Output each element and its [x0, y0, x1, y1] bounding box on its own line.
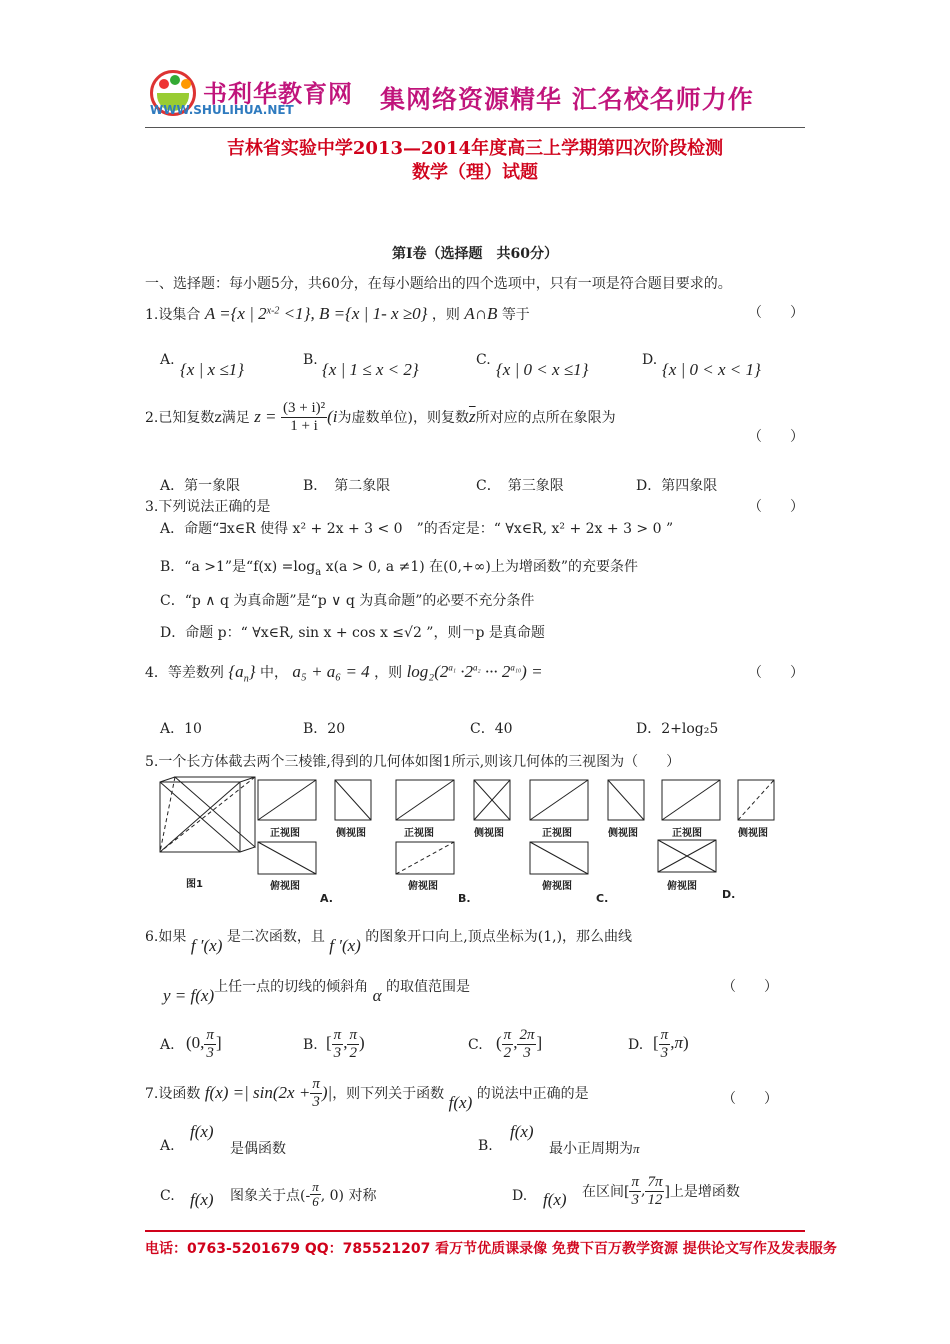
- q4-stem: 4．等差数列 $\{a_n\}$ 中， a₅ + a₆ = 4 ，则 $\log_2(2^{a_1} \cdot 2^{a_2}$ ··· $2^{a_{10}}$) =: [145, 662, 543, 685]
- q3-stem: 3.下列说法正确的是: [145, 499, 271, 515]
- q2-option-b: B． 第二象限: [303, 478, 391, 494]
- b-front-label: 正视图: [404, 828, 434, 839]
- q6-option-b-value: [ $\frac{\pi}{3}$ , $\frac{\pi}{2}$ ): [326, 1027, 365, 1061]
- figure-1-cuboid: [160, 777, 255, 852]
- logo-text: 书利华教育网: [203, 80, 353, 108]
- c-side-label: 侧视图: [608, 828, 638, 839]
- q5-stem: 5.一个长方体截去两个三棱锥,得到的几何体如图1所示,则该几何体的三视图为（ ）: [145, 754, 681, 770]
- q6-option-c: C.: [468, 1037, 483, 1053]
- q6-answer-paren[interactable]: （ ）: [722, 979, 778, 995]
- q6-stem-line1: 6.如果 f ′(x) 是二次函数，且 f ′(x) 的图象开口向上,顶点坐标为(1,)，那么曲线: [145, 929, 633, 955]
- b-side-label: 侧视图: [474, 828, 504, 839]
- section-instruction: 一、选择题：每小题5分，共60分，在每小题给出的四个选项中，只有一项是符合题目要求的。: [145, 276, 732, 292]
- header-slogan: 集网络资源精华 汇名校名师力作: [380, 85, 754, 114]
- exam-subtitle: 数学（理）试题: [412, 162, 538, 183]
- a-side-label: 侧视图: [336, 828, 366, 839]
- q1-option-c-value: {x | 0 < x ≤1}: [496, 360, 589, 379]
- q3-option-d: D．命题 p：“ ∀x∈R, sin x + cos x ≤√2 ”，则￢p 是真命题: [160, 625, 545, 641]
- q7-option-c-text: 图象关于点(- $\frac{\pi}{6}$ , 0) 对称: [230, 1179, 377, 1210]
- q7-option-d-label: D.: [512, 1188, 528, 1204]
- d-front-label: 正视图: [672, 828, 702, 839]
- q1-option-c: C.: [476, 352, 491, 368]
- q7-option-b-text: 最小正周期为π: [549, 1141, 640, 1157]
- q5-option-a: A.: [320, 892, 333, 905]
- figure-1-label: 图1: [186, 879, 203, 890]
- q7-option-c-label: C.: [160, 1188, 175, 1204]
- q5-option-c: C.: [596, 892, 609, 905]
- q3-option-c: C．“p ∧ q 为真命题”是“p ∨ q 为真命题”的必要不充分条件: [160, 593, 535, 609]
- q7-option-a: f(x): [190, 1122, 214, 1141]
- q4-answer-paren[interactable]: （ ）: [748, 665, 804, 681]
- q2-option-c: C． 第三象限: [476, 478, 564, 494]
- q6-option-a-value: (0, $\frac{\pi}{3}$ ]: [186, 1027, 222, 1061]
- footer-contact: 电话：0763-5201679 QQ：785521207 看万节优质课录像 免费下百万教学资源 提供论文写作及发表服务: [145, 1241, 837, 1257]
- q2-option-d: D．第四象限: [636, 478, 718, 494]
- q1-option-d-value: {x | 0 < x < 1}: [662, 360, 761, 379]
- a-front-label: 正视图: [270, 828, 300, 839]
- q6-option-c-value: ( $\frac{\pi}{2}$ , $\frac{2\pi}{3}$ ]: [496, 1027, 543, 1061]
- q6-option-a: A.: [160, 1037, 175, 1053]
- q6-option-b: B.: [303, 1037, 318, 1053]
- section-heading: 第Ⅰ卷（选择题 共60分）: [391, 246, 559, 262]
- q7-option-b: f(x): [510, 1122, 534, 1141]
- d-side-label: 侧视图: [738, 828, 768, 839]
- q7-option-c: f(x): [190, 1190, 214, 1209]
- q4-option-d: D．2+log₂5: [636, 721, 719, 737]
- q6-option-d-value: [ $\frac{\pi}{3}$ ,π): [653, 1027, 689, 1061]
- q5-option-d: D.: [722, 888, 736, 901]
- footer-divider: [145, 1230, 805, 1232]
- q5-figures: [140, 772, 810, 912]
- q7-stem: 7.设函数 f(x) =| sin(2x + $\frac{\pi}{3}$ )|，则下列关于函数 f(x) 的说法中正确的是: [145, 1076, 589, 1112]
- q1-option-b: B.: [303, 352, 318, 368]
- q6-option-d: D.: [628, 1037, 644, 1053]
- q7-option-a-label: A.: [160, 1138, 175, 1154]
- a-top-label: 俯视图: [270, 881, 300, 892]
- q7-option-d-text: 在区间[ $\frac{\pi}{3}$ , $\frac{7\pi}{12}$ ]上是增函数: [582, 1174, 740, 1208]
- q1-option-a: A.: [160, 352, 175, 368]
- c-front-label: 正视图: [542, 828, 572, 839]
- q5-option-b: B.: [458, 892, 471, 905]
- d-top-label: 俯视图: [667, 881, 697, 892]
- q7-option-d: f(x): [543, 1190, 567, 1209]
- q1-option-a-value: {x | x ≤1}: [180, 360, 244, 379]
- q7-option-a-text: 是偶函数: [230, 1141, 286, 1157]
- q3-option-a: A．命题“∃x∈R 使得 x² + 2x + 3 < 0 ”的否定是：“ ∀x∈R, x² + 2x + 3 > 0 ”: [160, 521, 674, 537]
- q2-stem: 2.已知复数z满足 z = $\frac{\text{(3 + i)²}}{1 + i}$ (i为虚数单位)，则复数$\overline{z}$所对应的点所在象限为: [145, 400, 616, 434]
- q4-option-a: A．10: [160, 721, 202, 737]
- q2-option-a: A．第一象限: [160, 478, 241, 494]
- exam-title: 吉林省实验中学2013—2014年度高三上学期第四次阶段检测: [226, 138, 724, 159]
- q2-answer-paren[interactable]: （ ）: [748, 429, 804, 445]
- header-divider: [145, 127, 805, 128]
- q1-option-d: D.: [642, 352, 658, 368]
- q3-answer-paren[interactable]: （ ）: [748, 499, 804, 515]
- q4-option-c: C．40: [470, 721, 513, 737]
- q1-answer-paren[interactable]: （ ）: [748, 305, 804, 321]
- logo-url: WWW.SHULIHUA.NET: [150, 103, 294, 117]
- c-top-label: 俯视图: [542, 881, 572, 892]
- q1-stem: 1.设集合 A ={x | $2^{x-2} <1$}, B ={x | 1- x ≥0} ，则 A∩B 等于: [145, 304, 530, 323]
- b-top-label: 俯视图: [408, 881, 438, 892]
- q7-answer-paren[interactable]: （ ）: [722, 1091, 778, 1107]
- q3-option-b: B．“a >1”是“$f(x) =\log_a$ x(a > 0, a ≠1) 在(0,+∞)上为增函数”的充要条件: [160, 559, 638, 578]
- q6-stem-line2: y = f(x)上任一点的切线的倾斜角 α 的取值范围是: [163, 979, 470, 1005]
- q7-option-b-label: B.: [478, 1138, 493, 1154]
- q4-option-b: B．20: [303, 721, 346, 737]
- q1-option-b-value: {x | 1 ≤ x < 2}: [322, 360, 419, 379]
